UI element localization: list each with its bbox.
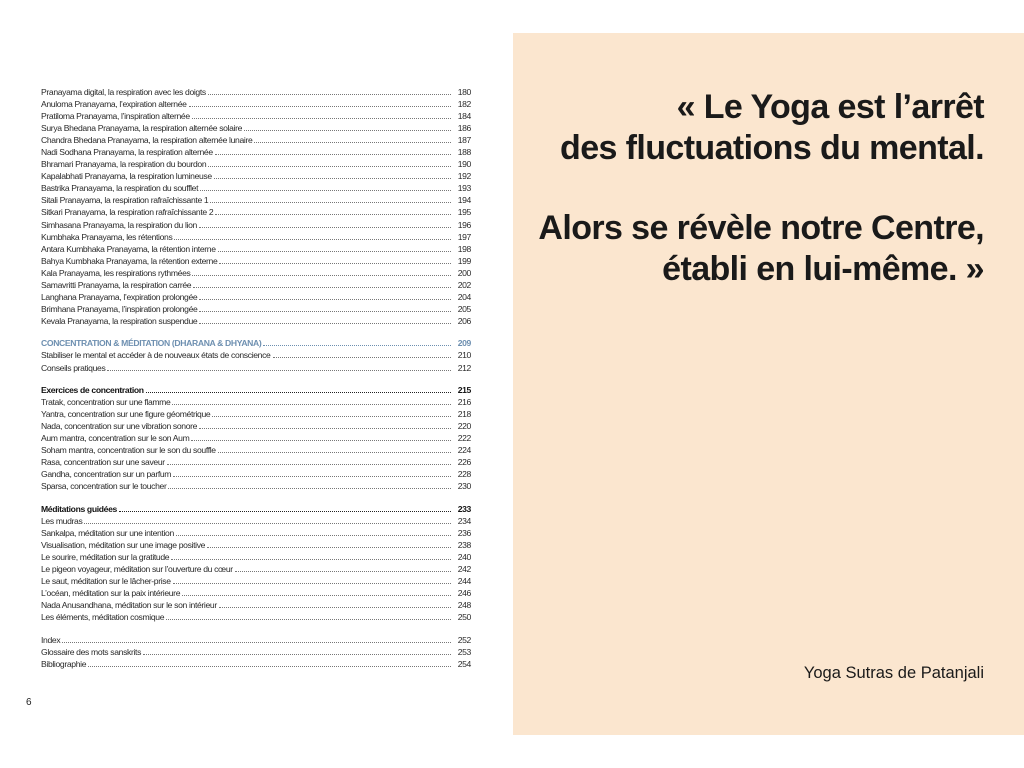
toc-entry bbox=[41, 292, 471, 304]
toc-entry-title: Soham mantra, concentration sur le son du souffle bbox=[41, 445, 216, 456]
toc-entry-title: Bibliographie bbox=[41, 659, 87, 670]
dot-leader bbox=[218, 251, 451, 252]
toc-entry-page: 206 bbox=[457, 315, 471, 326]
toc-entry bbox=[41, 576, 471, 588]
toc-entry bbox=[41, 445, 471, 457]
dot-leader bbox=[192, 118, 451, 119]
dot-leader bbox=[200, 190, 451, 191]
dot-leader bbox=[173, 476, 451, 477]
toc-gap bbox=[41, 375, 471, 386]
toc-subheading bbox=[41, 504, 471, 516]
toc-entry bbox=[41, 647, 471, 659]
toc-entry bbox=[41, 220, 471, 232]
toc-entry-title: Kala Pranayama, les respirations rythmées bbox=[41, 267, 191, 278]
toc-entry bbox=[41, 600, 471, 612]
page-number: 6 bbox=[26, 697, 32, 708]
dot-leader bbox=[88, 666, 451, 667]
toc-entry-page: 222 bbox=[457, 433, 471, 444]
toc-entry bbox=[41, 244, 471, 256]
table-of-contents bbox=[41, 87, 471, 671]
toc-entry-page: 240 bbox=[457, 552, 471, 563]
toc-entry-page: 253 bbox=[457, 647, 471, 658]
toc-entry-title: Conseils pratiques bbox=[41, 362, 106, 373]
toc-entry-title: Exercices de concentration bbox=[41, 385, 144, 396]
toc-entry-title: Index bbox=[41, 634, 61, 645]
toc-entry-title: Bastrika Pranayama, la respiration du soufflet bbox=[41, 183, 199, 194]
toc-entry-title: Langhana Pranayama, l’expiration prolongée bbox=[41, 291, 198, 302]
dot-leader bbox=[173, 583, 451, 584]
toc-entry-title: Pratiloma Pranayama, l’inspiration alternée bbox=[41, 111, 190, 122]
toc-entry bbox=[41, 564, 471, 576]
toc-entry bbox=[41, 171, 471, 183]
toc-entry-page: 226 bbox=[457, 457, 471, 468]
quote-attribution: Yoga Sutras de Patanjali bbox=[803, 664, 984, 682]
toc-entry-page: 195 bbox=[457, 207, 471, 218]
toc-gap bbox=[41, 494, 471, 505]
toc-entry-title: Les éléments, méditation cosmique bbox=[41, 612, 165, 623]
toc-entry-page: 218 bbox=[457, 409, 471, 420]
toc-entry-page: 246 bbox=[457, 588, 471, 599]
toc-entry bbox=[41, 195, 471, 207]
toc-entry-title: Le sourire, méditation sur la gratitude bbox=[41, 552, 170, 563]
toc-entry-page: 209 bbox=[457, 338, 471, 349]
dot-leader bbox=[214, 178, 451, 179]
toc-entry-title: Antara Kumbhaka Pranayama, la rétention interne bbox=[41, 243, 216, 254]
dot-leader bbox=[273, 357, 452, 358]
toc-entry-title: Stabiliser le mental et accéder à de nouveaux états de conscience bbox=[41, 350, 271, 361]
toc-entry-title: Nada Anusandhana, méditation sur le son intérieur bbox=[41, 600, 217, 611]
toc-entry-page: 242 bbox=[457, 564, 471, 575]
dot-leader bbox=[244, 130, 451, 131]
toc-entry-page: 250 bbox=[457, 612, 471, 623]
toc-entry-title: Kumbhaka Pranayama, les rétentions bbox=[41, 231, 173, 242]
toc-entry-page: 210 bbox=[457, 350, 471, 361]
dot-leader bbox=[218, 452, 451, 453]
dot-leader bbox=[199, 227, 451, 228]
toc-entry-title: Chandra Bhedana Pranayama, la respiration alternée lunaire bbox=[41, 135, 253, 146]
toc-entry-title: Nada, concentration sur une vibration sonore bbox=[41, 421, 198, 432]
toc-entry-title: Le pigeon voyageur, méditation sur l’ouverture du cœur bbox=[41, 564, 233, 575]
dot-leader bbox=[167, 464, 451, 465]
toc-subheading bbox=[41, 385, 471, 397]
dot-leader bbox=[235, 571, 451, 572]
toc-entry-page: 186 bbox=[457, 123, 471, 134]
toc-entry-page: 192 bbox=[457, 171, 471, 182]
toc-entry-page: 233 bbox=[457, 504, 471, 514]
toc-entry-page: 180 bbox=[457, 87, 471, 97]
toc-entry-page: 202 bbox=[457, 279, 471, 290]
toc-section-heading bbox=[41, 338, 471, 350]
dot-leader bbox=[263, 345, 451, 346]
book-spread bbox=[0, 33, 1024, 735]
toc-entry-page: 196 bbox=[457, 219, 471, 230]
toc-entry bbox=[41, 232, 471, 244]
toc-entry bbox=[41, 87, 471, 99]
toc-entry bbox=[41, 528, 471, 540]
toc-entry bbox=[41, 588, 471, 600]
left-page bbox=[0, 33, 513, 735]
toc-entry-page: 236 bbox=[457, 528, 471, 539]
toc-entry-page: 238 bbox=[457, 540, 471, 551]
dot-leader bbox=[191, 440, 451, 441]
toc-entry bbox=[41, 316, 471, 328]
toc-entry-title: Bahya Kumbhaka Pranayama, la rétention externe bbox=[41, 255, 218, 266]
epigraph-quote bbox=[524, 87, 984, 290]
toc-entry-title: Sitkari Pranayama, la respiration rafraîchissante 2 bbox=[41, 207, 214, 218]
right-page bbox=[513, 33, 1024, 735]
toc-entry bbox=[41, 481, 471, 493]
toc-entry-page: 194 bbox=[457, 195, 471, 206]
dot-leader bbox=[119, 511, 451, 512]
toc-entry-title: Kapalabhati Pranayama, la respiration lumineuse bbox=[41, 171, 212, 182]
toc-entry-title: Méditations guidées bbox=[41, 504, 117, 514]
dot-leader bbox=[207, 547, 451, 548]
toc-entry bbox=[41, 123, 471, 135]
toc-entry-page: 228 bbox=[457, 469, 471, 480]
dot-leader bbox=[174, 239, 451, 240]
toc-entry-page: 188 bbox=[457, 147, 471, 158]
toc-entry-title: Nadi Sodhana Pranayama, la respiration alternée bbox=[41, 147, 213, 158]
dot-leader bbox=[143, 654, 451, 655]
toc-entry-title: Anuloma Pranayama, l’expiration alternée bbox=[41, 99, 187, 110]
toc-entry-title: Les mudras bbox=[41, 516, 83, 527]
toc-entry-page: 204 bbox=[457, 291, 471, 302]
toc-entry-title: Simhasana Pranayama, la respiration du lion bbox=[41, 219, 197, 230]
dot-leader bbox=[182, 595, 451, 596]
toc-entry-page: 198 bbox=[457, 243, 471, 254]
toc-entry-page: 220 bbox=[457, 421, 471, 432]
toc-entry bbox=[41, 350, 471, 362]
dot-leader bbox=[189, 106, 451, 107]
dot-leader bbox=[107, 370, 451, 371]
toc-gap bbox=[41, 328, 471, 339]
toc-entry-title: Bhramari Pranayama, la respiration du bourdon bbox=[41, 159, 207, 170]
toc-entry-title: CONCENTRATION & MÉDITATION (DHARANA & DHYANA) bbox=[41, 338, 262, 349]
toc-entry-title: L’océan, méditation sur la paix intérieure bbox=[41, 588, 181, 599]
toc-entry bbox=[41, 659, 471, 671]
toc-entry-title: Yantra, concentration sur une figure géométrique bbox=[41, 409, 211, 420]
dot-leader bbox=[146, 392, 451, 393]
dot-leader bbox=[208, 94, 451, 95]
toc-entry-page: 215 bbox=[457, 385, 471, 396]
toc-entry-page: 184 bbox=[457, 111, 471, 122]
toc-entry-page: 216 bbox=[457, 397, 471, 408]
toc-entry-page: 182 bbox=[457, 99, 471, 110]
toc-entry-page: 199 bbox=[457, 255, 471, 266]
toc-entry-title: Samavritti Pranayama, la respiration carrée bbox=[41, 279, 192, 290]
quote-line: établi en lui-même. » bbox=[662, 250, 984, 288]
toc-entry-page: 197 bbox=[457, 231, 471, 242]
toc-gap bbox=[41, 624, 471, 635]
dot-leader bbox=[193, 287, 451, 288]
dot-leader bbox=[171, 559, 451, 560]
toc-entry bbox=[41, 635, 471, 647]
dot-leader bbox=[199, 428, 451, 429]
toc-entry bbox=[41, 147, 471, 159]
toc-entry bbox=[41, 256, 471, 268]
toc-entry-title: Gandha, concentration sur un parfum bbox=[41, 469, 172, 480]
toc-entry-title: Glossaire des mots sanskrits bbox=[41, 647, 142, 658]
dot-leader bbox=[62, 642, 451, 643]
toc-entry-page: 187 bbox=[457, 135, 471, 146]
toc-entry-page: 200 bbox=[457, 267, 471, 278]
dot-leader bbox=[210, 202, 451, 203]
dot-leader bbox=[176, 535, 451, 536]
dot-leader bbox=[215, 214, 451, 215]
toc-entry-title: Visualisation, méditation sur une image positive bbox=[41, 540, 206, 551]
dot-leader bbox=[199, 311, 451, 312]
toc-entry bbox=[41, 469, 471, 481]
dot-leader bbox=[212, 416, 451, 417]
toc-entry bbox=[41, 397, 471, 409]
toc-entry bbox=[41, 540, 471, 552]
toc-entry bbox=[41, 183, 471, 195]
toc-entry-title: Pranayama digital, la respiration avec les doigts bbox=[41, 87, 206, 97]
dot-leader bbox=[215, 154, 451, 155]
toc-entry bbox=[41, 516, 471, 528]
dot-leader bbox=[199, 299, 451, 300]
dot-leader bbox=[84, 523, 451, 524]
toc-entry-page: 248 bbox=[457, 600, 471, 611]
toc-entry-title: Kevala Pranayama, la respiration suspendue bbox=[41, 315, 198, 326]
dot-leader bbox=[208, 166, 451, 167]
toc-entry-title: Tratak, concentration sur une flamme bbox=[41, 397, 171, 408]
quote-line: Alors se révèle notre Centre, bbox=[538, 209, 984, 247]
toc-entry-page: 205 bbox=[457, 303, 471, 314]
toc-entry bbox=[41, 409, 471, 421]
toc-entry-page: 212 bbox=[457, 362, 471, 373]
toc-entry bbox=[41, 612, 471, 624]
toc-entry-page: 190 bbox=[457, 159, 471, 170]
toc-entry bbox=[41, 268, 471, 280]
dot-leader bbox=[254, 142, 451, 143]
dot-leader bbox=[168, 488, 451, 489]
toc-entry bbox=[41, 363, 471, 375]
toc-entry bbox=[41, 457, 471, 469]
toc-entry-page: 254 bbox=[457, 659, 471, 670]
toc-entry-page: 230 bbox=[457, 481, 471, 492]
toc-entry-title: Le saut, méditation sur le lâcher-prise bbox=[41, 576, 171, 587]
toc-entry bbox=[41, 159, 471, 171]
toc-entry-page: 193 bbox=[457, 183, 471, 194]
toc-entry-page: 224 bbox=[457, 445, 471, 456]
toc-entry-page: 234 bbox=[457, 516, 471, 527]
toc-entry-title: Brimhana Pranayama, l’inspiration prolongée bbox=[41, 303, 198, 314]
toc-entry-title: Surya Bhedana Pranayama, la respiration alternée solaire bbox=[41, 123, 243, 134]
toc-entry-title: Sparsa, concentration sur le toucher bbox=[41, 481, 167, 492]
quote-line: « Le Yoga est l’arrêt bbox=[676, 88, 984, 126]
dot-leader bbox=[219, 263, 451, 264]
toc-entry-title: Sankalpa, méditation sur une intention bbox=[41, 528, 174, 539]
toc-entry bbox=[41, 135, 471, 147]
toc-entry bbox=[41, 111, 471, 123]
toc-entry bbox=[41, 433, 471, 445]
toc-entry-title: Rasa, concentration sur une saveur bbox=[41, 457, 165, 468]
dot-leader bbox=[166, 619, 451, 620]
dot-leader bbox=[219, 607, 451, 608]
dot-leader bbox=[199, 323, 451, 324]
toc-entry bbox=[41, 207, 471, 219]
toc-entry-title: Aum mantra, concentration sur le son Aum bbox=[41, 433, 190, 444]
toc-entry bbox=[41, 304, 471, 316]
dot-leader bbox=[192, 275, 451, 276]
toc-entry bbox=[41, 552, 471, 564]
toc-entry-page: 252 bbox=[457, 634, 471, 645]
toc-entry-page: 244 bbox=[457, 576, 471, 587]
toc-entry bbox=[41, 280, 471, 292]
toc-entry bbox=[41, 421, 471, 433]
toc-entry-title: Sitali Pranayama, la respiration rafraîchissante 1 bbox=[41, 195, 209, 206]
toc-entry bbox=[41, 99, 471, 111]
dot-leader bbox=[172, 404, 451, 405]
quote-line: des fluctuations du mental. bbox=[560, 129, 984, 167]
